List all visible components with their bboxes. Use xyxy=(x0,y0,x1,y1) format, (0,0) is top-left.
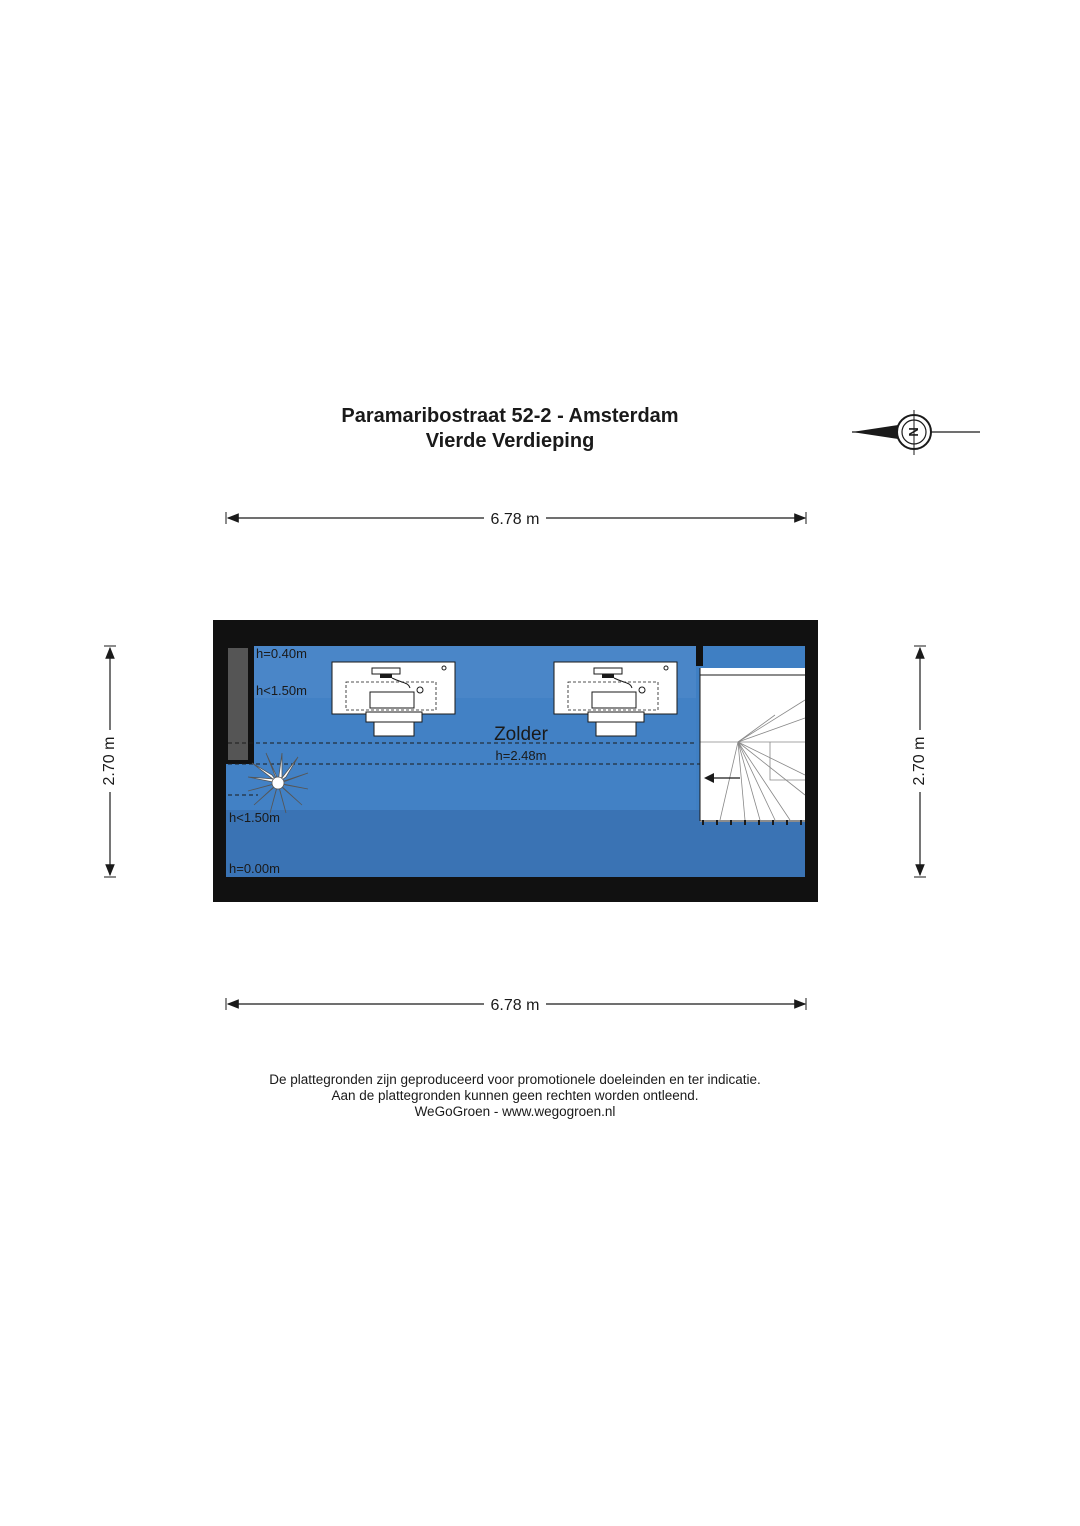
disclaimer-footer xyxy=(190,1072,840,1120)
height-label-150-bottom: h<1.50m xyxy=(229,810,280,825)
height-label-000: h=0.00m xyxy=(229,861,280,876)
bottom-width-label: 6.78 m xyxy=(490,997,540,1014)
right-height-label: 2.70 m xyxy=(911,736,929,786)
compass-letter: N xyxy=(906,427,921,437)
left-dimension xyxy=(101,646,118,877)
top-dimension xyxy=(226,511,806,528)
height-label-150-top: h<1.50m xyxy=(256,683,307,698)
left-height-label: 2.70 m xyxy=(101,736,119,786)
room-height: h=2.48m xyxy=(495,748,547,763)
north-compass-icon xyxy=(852,410,980,455)
disclaimer-line-2: Aan de plattegronden kunnen geen rechten worden ontleend. xyxy=(331,1088,699,1103)
room-name: Zolder xyxy=(494,724,548,745)
disclaimer-line-1: De plattegronden zijn geproduceerd voor promotionele doeleinden en ter indicatie. xyxy=(269,1072,761,1087)
floor-title: Vierde Verdieping xyxy=(425,430,595,452)
address-title: Paramaribostraat 52-2 - Amsterdam xyxy=(341,405,679,427)
top-width-label: 6.78 m xyxy=(490,511,540,528)
bottom-dimension xyxy=(226,997,806,1014)
right-dimension xyxy=(911,646,928,877)
height-label-040: h=0.40m xyxy=(256,646,307,661)
staircase xyxy=(696,646,805,825)
company-credit: WeGoGroen - www.wegogroen.nl xyxy=(414,1104,616,1119)
